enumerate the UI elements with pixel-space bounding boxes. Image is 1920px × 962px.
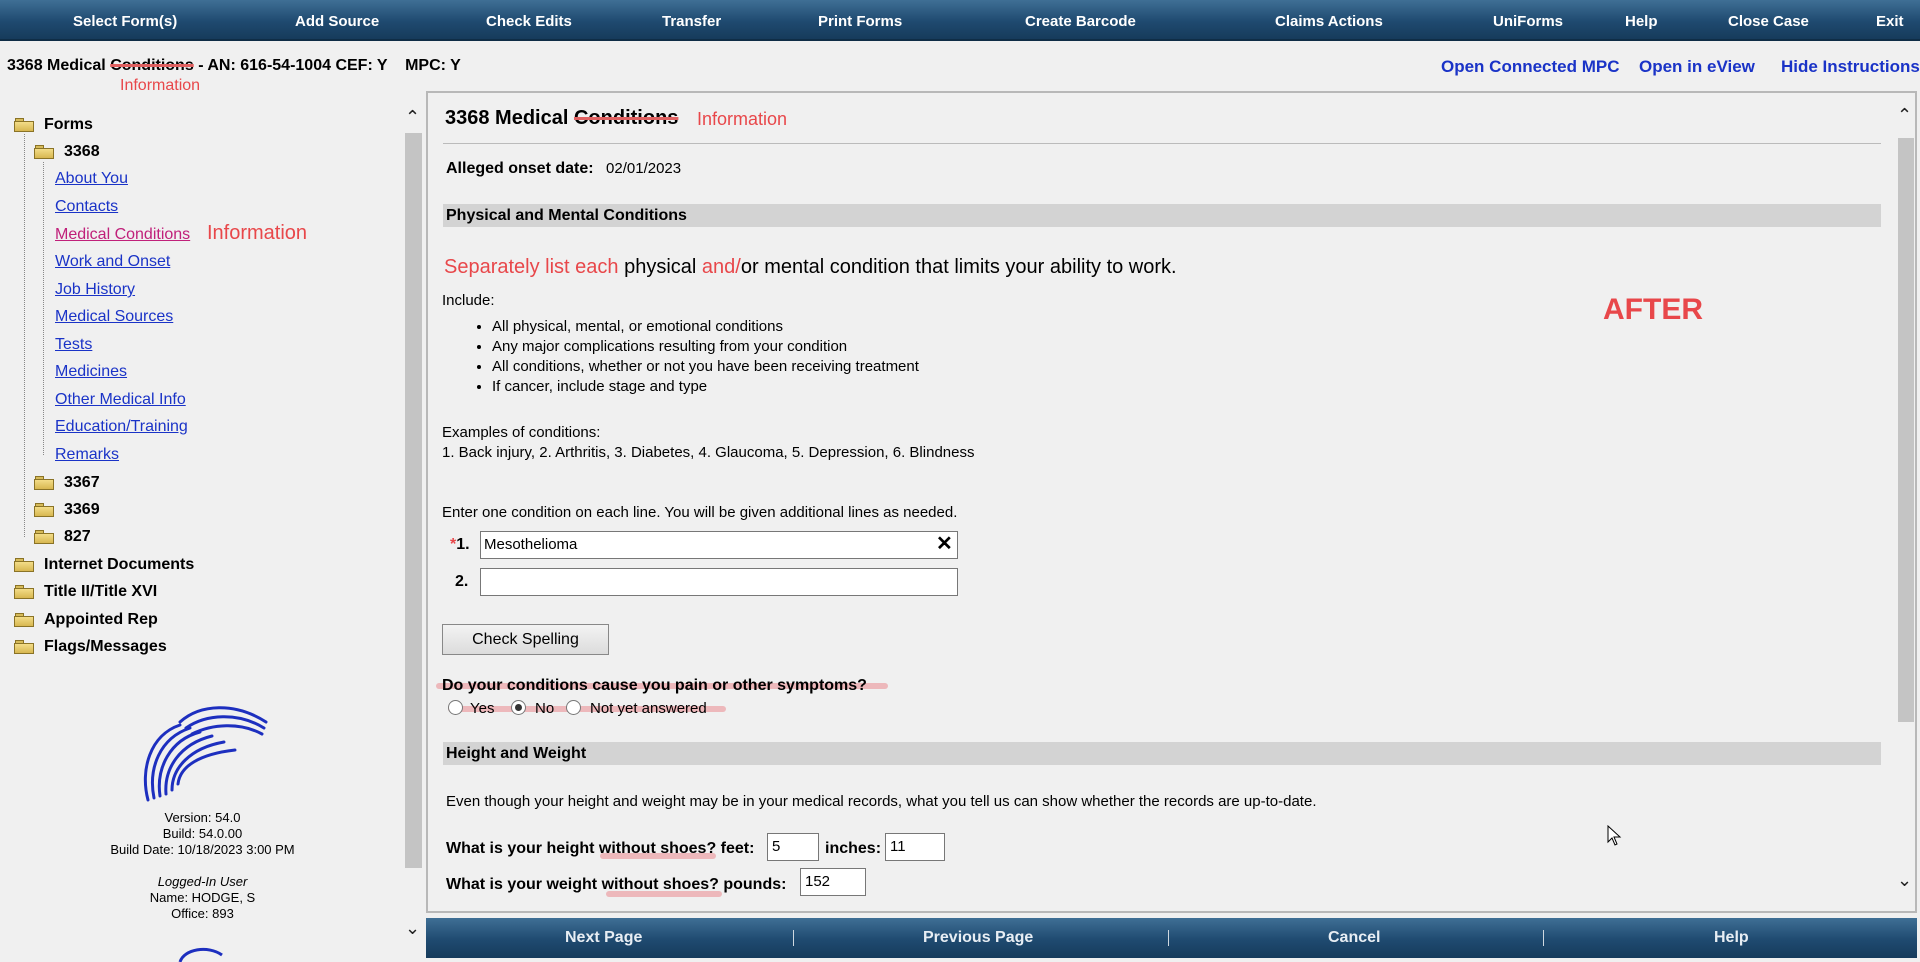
pain-option-no: No [535,700,555,717]
hide-instructions-link[interactable]: Hide Instructions [1781,57,1920,76]
tree-link-about-you[interactable]: About You [55,170,128,187]
weight-q-part3: ? pounds: [709,876,787,893]
top-menu-bar [0,0,1920,41]
height-q-part2: without shoes [594,840,707,857]
logged-in-label: Logged-In User [157,874,248,889]
previous-page-button[interactable]: Previous Page [923,929,1034,946]
height-weight-note: Even though your height and weight may be in your medical records, what you tell us can show whether the records are up-to-date. [446,793,1317,810]
close-icon[interactable]: ✕ [936,533,953,555]
partial-seal-icon [178,945,224,962]
chevron-down-icon[interactable]: ⌄ [1897,870,1913,890]
folder-open-icon [14,118,34,132]
agency-eagle-logo [140,700,270,805]
include-list [472,317,919,397]
menu-claims-actions[interactable]: Claims Actions [1275,13,1383,30]
tree-form-3367[interactable] [34,474,100,492]
list-item: • All conditions, whether or not you have been receiving treatment [492,357,919,377]
tree-title-ii-xvi-label: Title II/Title XVI [44,583,158,600]
form-title-struck: Conditions [573,107,679,129]
menu-close-case[interactable]: Close Case [1728,13,1809,30]
weight-q-part1: What is your weight [446,876,598,893]
tree-appointed-rep-label: Appointed Rep [44,611,158,628]
form-scroll-thumb[interactable] [1898,138,1914,722]
weight-question [446,876,786,894]
list-item: • If cancer, include stage and type [492,377,919,397]
menu-help[interactable]: Help [1625,13,1658,30]
tree-title-ii-xvi[interactable] [14,583,157,601]
folder-icon [14,640,34,654]
menu-select-forms[interactable]: Select Form(s) [73,13,178,30]
condition-2-number: 2. [455,573,469,590]
open-connected-mpc-link[interactable]: Open Connected MPC [1441,57,1620,76]
tree-active-info: Information [207,222,308,244]
section-physical-mental: Physical and Mental Conditions [443,204,1881,227]
pain-option-not-answered: Not yet answered [590,700,707,717]
menu-print-forms[interactable]: Print Forms [818,13,903,30]
condition-instruction [444,256,1177,279]
form-title-info: Information [697,109,788,129]
pain-question: Do your conditions cause you pain or other symptoms? [442,677,867,694]
version-text: Version: 54.0 [164,810,241,825]
form-title-text: 3368 Medical [445,107,569,129]
condition-1-num: 1. [456,536,470,553]
folder-icon [14,585,34,599]
menu-create-barcode[interactable]: Create Barcode [1025,13,1136,30]
check-spelling-button[interactable]: Check Spelling [442,624,609,655]
case-struck: Conditions [110,57,194,74]
onset-value: 02/01/2023 [606,160,682,177]
folder-icon [14,613,34,627]
tree-link-job-history[interactable]: Job History [55,281,136,298]
tree-link-work-and-onset[interactable]: Work and Onset [55,253,171,270]
tree-link-tests[interactable]: Tests [55,336,93,353]
onset-row [446,160,681,178]
height-q-part1: What is your height [446,840,595,857]
instruction-red-2: and/ [701,256,741,278]
tree-guide [24,134,25,537]
folder-icon [34,503,54,517]
tree-link-other-medical-info[interactable]: Other Medical Info [55,391,186,408]
weight-q-part2: without shoes [597,876,710,893]
instruction-black-2: or mental condition that limits your ability to work. [740,256,1177,278]
folder-icon [34,530,54,544]
office-number: Office: 893 [171,906,234,921]
weight-pounds-input[interactable]: 152 [800,868,866,896]
menu-uniforms[interactable]: UniForms [1493,13,1564,30]
form-title [445,107,678,130]
user-name: Name: HODGE, S [149,890,256,905]
menu-add-source[interactable]: Add Source [295,13,380,30]
instruction-black-1: physical [618,256,702,278]
case-header [7,57,461,75]
case-details: - AN: 616-54-1004 CEF: Y MPC: Y [198,57,461,74]
tree-form-3368[interactable] [34,143,100,161]
bottom-nav-bar [426,918,1917,958]
divider [1168,930,1169,946]
tree-form-3367-label: 3367 [64,474,100,491]
help-button[interactable]: Help [1714,929,1749,946]
pain-radio-not-answered[interactable] [566,700,581,715]
open-in-eview-link[interactable]: Open in eView [1639,57,1755,76]
height-feet-input[interactable]: 5 [767,833,819,861]
include-label: Include: [442,292,495,309]
tree-link-contacts[interactable]: Contacts [55,198,119,215]
condition-1-number [450,536,470,554]
title-divider [443,143,1881,144]
left-scrollbar[interactable] [403,103,423,943]
folder-icon [14,558,34,572]
height-question [446,840,754,858]
tree-internet-documents-label: Internet Documents [44,556,195,573]
height-inches-input[interactable]: 11 [885,833,945,861]
menu-transfer[interactable]: Transfer [662,13,722,30]
chevron-up-icon[interactable]: ⌃ [405,107,421,127]
tree-guide [43,162,44,455]
case-form: 3368 Medical [7,57,106,74]
tree-forms[interactable] [14,116,93,134]
tree-link-medicines[interactable]: Medicines [55,363,128,380]
build-date-text: Build Date: 10/18/2023 3:00 PM [110,842,295,857]
case-header-info: Information [120,77,201,94]
tree-link-education-training[interactable]: Education/Training [55,418,188,435]
tree-link-medical-sources[interactable]: Medical Sources [55,308,174,325]
list-item: • All physical, mental, or emotional conditions [492,317,919,337]
tree-form-3369-label: 3369 [64,501,100,518]
cancel-button[interactable]: Cancel [1328,929,1381,946]
tree-internet-documents[interactable] [14,556,194,574]
pain-option-yes: Yes [470,700,495,717]
tree-form-3368-label: 3368 [64,143,100,160]
inches-label: inches: [825,840,882,857]
folder-open-icon [34,145,54,159]
chevron-down-icon[interactable]: ⌄ [405,918,421,938]
mouse-cursor-icon [1607,825,1623,847]
tree-form-827-label: 827 [64,528,91,545]
required-marker: * [450,536,457,553]
build-text: Build: 54.0.00 [162,826,243,841]
divider [793,930,794,946]
form-scrollbar[interactable] [1895,105,1915,895]
tree-link-medical-conditions[interactable]: Medical Conditions [55,226,191,243]
list-item: • Any major complications resulting from your condition [492,337,919,357]
tree-forms-label: Forms [44,116,93,133]
next-page-button[interactable]: Next Page [565,929,643,946]
menu-exit[interactable]: Exit [1876,13,1904,30]
enter-instruction: Enter one condition on each line. You will be given additional lines as needed. [442,504,958,521]
examples-text: 1. Back injury, 2. Arthritis, 3. Diabetes, 4. Glaucoma, 5. Depression, 6. Blindness [442,444,975,461]
tree-appointed-rep[interactable] [14,611,158,629]
divider [1543,930,1544,946]
height-q-part3: ? feet: [706,840,755,857]
pain-radio-yes[interactable] [448,700,463,715]
tree-form-3369[interactable] [34,501,100,519]
condition-2-input[interactable] [480,568,958,596]
pain-radio-no[interactable] [511,700,526,715]
left-scroll-thumb[interactable] [405,133,422,868]
onset-label: Alleged onset date: [446,160,594,177]
tree-form-827[interactable] [34,528,91,546]
section-height-weight: Height and Weight [443,742,1881,765]
examples-label: Examples of conditions: [442,424,601,441]
after-annotation: AFTER [1603,293,1703,326]
instruction-red-1: Separately list each [444,256,619,278]
tree-flags-messages-label: Flags/Messages [44,638,167,655]
condition-1-input[interactable]: Mesothelioma [480,531,958,559]
tree-flags-messages[interactable] [14,638,167,656]
chevron-up-icon[interactable]: ⌃ [1897,105,1913,125]
menu-check-edits[interactable]: Check Edits [486,13,572,30]
tree-link-remarks[interactable]: Remarks [55,446,120,463]
folder-icon [34,476,54,490]
